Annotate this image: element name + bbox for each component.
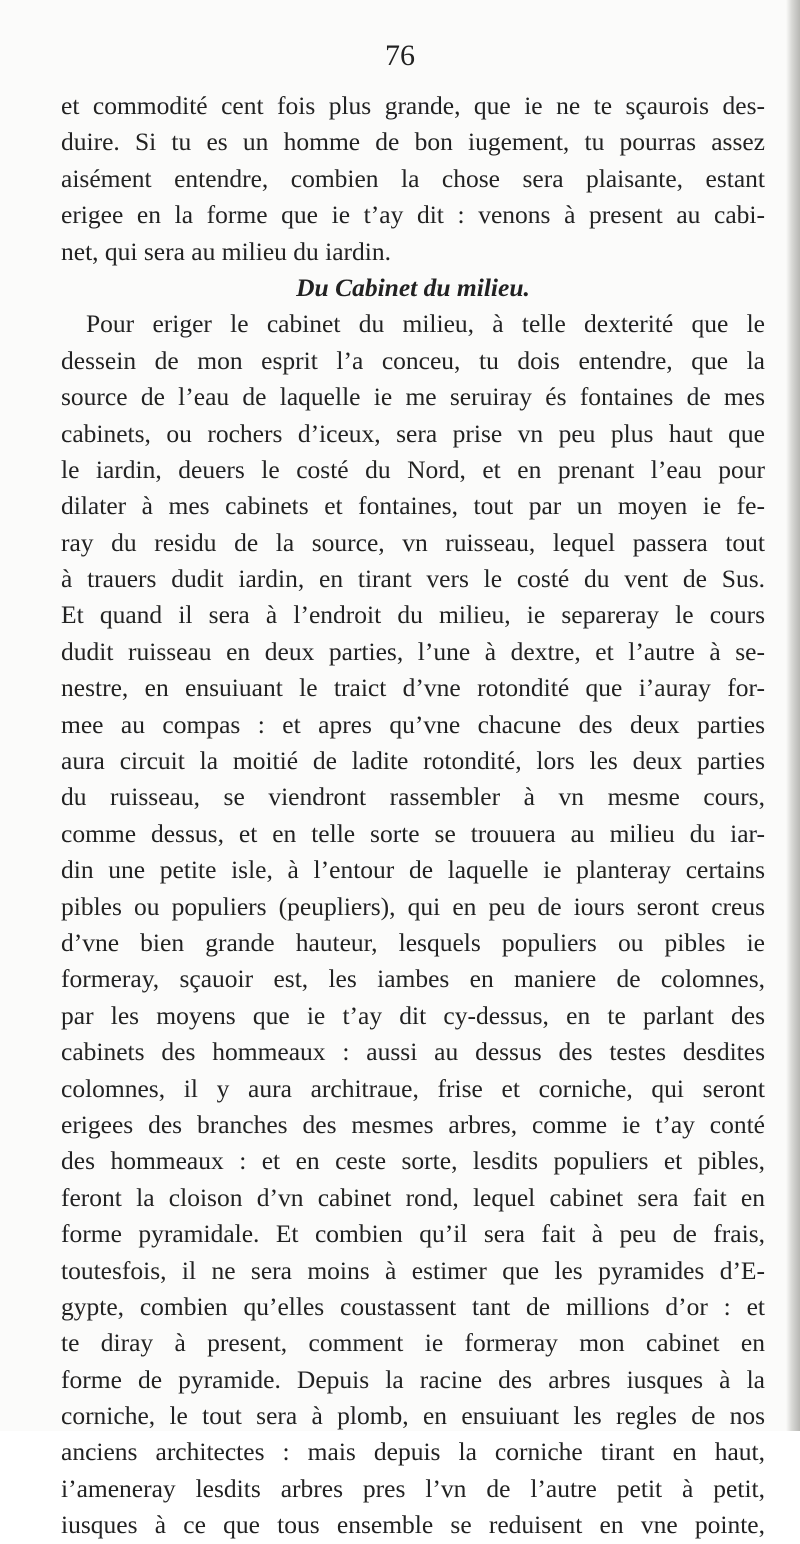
text-line: i’ameneray lesdits arbres pres l’vn de l’autre petit à petit, <box>61 1473 765 1503</box>
text-line: et commodité cent fois plus grande, que ie ne te sçaurois des- <box>61 91 765 120</box>
text-line: dilater à mes cabinets et fontaines, tout par un moyen ie fe- <box>61 491 765 521</box>
text-line: forme de pyramide. Depuis la racine des arbres iusques à la <box>61 1364 765 1394</box>
text-line: dudit ruisseau en deux parties, l’une à dextre, et l’autre à se- <box>61 636 765 666</box>
text-line: à trauers dudit iardin, en tirant vers le costé du vent de Sus. <box>61 564 765 594</box>
text-line: Pour eriger le cabinet du milieu, à telle dexterité que le <box>86 309 765 339</box>
text-line: le iardin, deuers le costé du Nord, et en prenant l’eau pour <box>61 454 765 484</box>
text-line: anciens architectes : mais depuis la corniche tirant en haut, <box>61 1437 765 1467</box>
text-line: aisément entendre, combien la chose sera plaisante, estant <box>61 163 765 193</box>
page-edge-shadow <box>786 0 800 1431</box>
text-line: dessein de mon esprit l’a conceu, tu dois entendre, que la <box>61 345 765 375</box>
text-line: toutesfois, il ne sera moins à estimer que les pyramides d’E- <box>61 1255 765 1285</box>
text-line: des hommeaux : et en ceste sorte, lesdits populiers et pibles, <box>61 1146 765 1176</box>
text-line: cabinets des hommeaux : aussi au dessus des testes desdites <box>61 1037 765 1067</box>
text-line: par les moyens que ie t’ay dit cy-dessus, en te parlant des <box>61 1000 765 1030</box>
text-line: net, qui sera au milieu du iardin. <box>61 236 391 266</box>
text-line: du ruisseau, se viendront rassembler à vn mesme cours, <box>61 782 765 812</box>
text-line: pibles ou populiers (peupliers), qui en peu de iours seront creus <box>61 891 765 921</box>
text-line: nestre, en ensuiuant le traict d’vne rotondité que i’auray for- <box>61 673 765 703</box>
text-line: Et quand il sera à l’endroit du milieu, ie separeray le cours <box>61 600 765 630</box>
text-line: forme pyramidale. Et combien qu’il sera fait à peu de frais, <box>61 1219 765 1249</box>
text-line: feront la cloison d’vn cabinet rond, lequel cabinet sera fait en <box>61 1182 765 1212</box>
text-line: te diray à present, comment ie formeray mon cabinet en <box>61 1328 765 1358</box>
body-text <box>61 88 765 1544</box>
text-line: colomnes, il y aura architraue, frise et corniche, qui seront <box>61 1073 765 1103</box>
text-line: aura circuit la moitié de ladite rotondité, lors les deux parties <box>61 746 765 776</box>
text-line: ray du residu de la source, vn ruisseau, lequel passera tout <box>61 527 765 557</box>
text-line: erigees des branches des mesmes arbres, comme ie t’ay conté <box>61 1109 765 1139</box>
text-line: corniche, le tout sera à plomb, en ensuiuant les regles de nos <box>61 1401 765 1431</box>
text-line: gypte, combien qu’elles coustassent tant de millions d’or : et <box>61 1291 765 1321</box>
text-line: iusques à ce que tous ensemble se reduisent en vne pointe, <box>61 1510 765 1540</box>
text-line: source de l’eau de laquelle ie me seruiray és fontaines de mes <box>61 382 765 412</box>
text-line: cabinets, ou rochers d’iceux, sera prise vn peu plus haut que <box>61 418 765 448</box>
text-line: d’vne bien grande hauteur, lesquels populiers ou pibles ie <box>61 927 765 957</box>
text-line: formeray, sçauoir est, les iambes en maniere de colomnes, <box>61 964 765 994</box>
page-number: 76 <box>385 39 415 72</box>
text-line: erigee en la forme que ie t’ay dit : venons à present au cabi- <box>61 200 765 230</box>
text-line: mee au compas : et apres qu’vne chacune des deux parties <box>61 709 765 739</box>
section-heading: Du Cabinet du milieu. <box>296 272 530 302</box>
text-line: din une petite isle, à l’entour de laquelle ie planteray certains <box>61 855 765 885</box>
text-line: comme dessus, et en telle sorte se trouuera au milieu du iar- <box>61 818 765 848</box>
text-line: duire. Si tu es un homme de bon iugement, tu pourras assez <box>61 127 765 157</box>
